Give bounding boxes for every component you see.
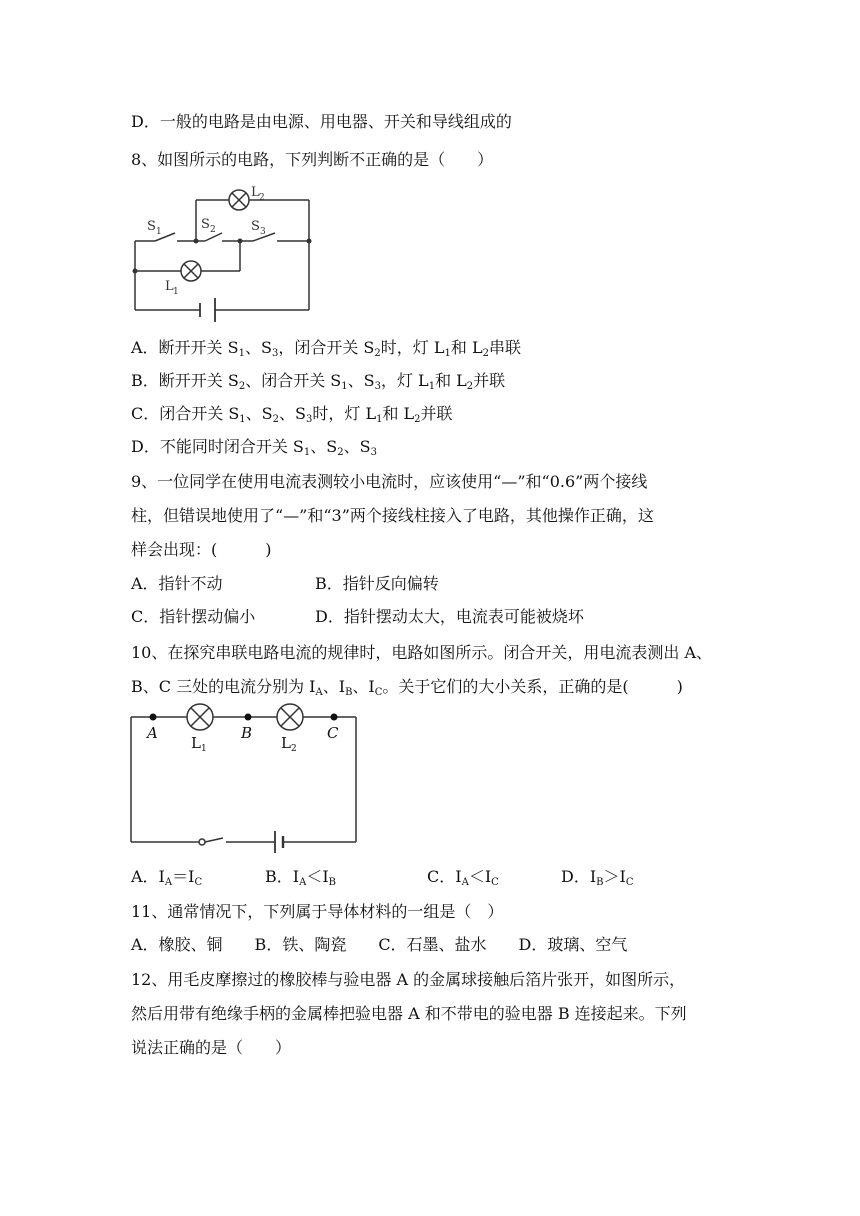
text: D．不能同时闭合开关 S: [131, 437, 304, 456]
q9-option-b: B．指针反向偏转: [315, 574, 439, 593]
q8-option-d: [131, 437, 377, 460]
q11-options: A．橡胶、铜 B．铁、陶瓷 C．石墨、盐水 D．玻璃、空气: [131, 935, 628, 954]
q10-option-c: [427, 867, 499, 890]
label-point-c: C: [327, 724, 339, 742]
text: 并联: [473, 371, 506, 390]
text: 、I: [322, 677, 346, 696]
sub: 1: [239, 414, 246, 425]
label-l2: L: [251, 185, 260, 200]
text: C．I: [427, 867, 462, 886]
sub: 1: [303, 447, 311, 458]
q10-option-b: [265, 867, 336, 890]
text: 并联: [420, 404, 453, 423]
sub: B: [596, 877, 604, 888]
label-l2-sub: 2: [259, 193, 265, 203]
text: 、S: [245, 404, 273, 423]
text: ＜I: [306, 867, 329, 886]
text: 、S: [244, 338, 272, 357]
q7-option-d: D．一般的电路是由电源、用电器、开关和导线组成的: [131, 112, 512, 131]
label-point-a: A: [147, 724, 158, 742]
sub: B: [328, 877, 337, 888]
q9-stem-line1: 9、一位同学在使用电流表测较小电流时，应该使用“—”和“0.6”两个接线: [131, 472, 648, 491]
sub: 1: [238, 348, 245, 359]
q11-stem: 11、通常情况下，下列属于导体材料的一组是（ ）: [131, 902, 504, 921]
label-lamp-l1: L: [191, 734, 201, 752]
sub: A: [299, 877, 307, 888]
label-l1-sub: 1: [173, 287, 179, 297]
sub: 2: [374, 348, 381, 359]
q8-stem: 8、如图所示的电路，下列判断不正确的是（ ）: [131, 150, 494, 169]
label-lamp-l2-sub: 2: [291, 744, 297, 754]
label-lamp-l2: L: [281, 734, 291, 752]
sub: 3: [374, 381, 381, 392]
q12-stem-line2: 然后用带有绝缘手柄的金属棒把验电器 A 和不带电的验电器 B 连接起来。下列: [131, 1004, 687, 1023]
sub: 2: [466, 381, 474, 392]
text: B．断开开关 S: [131, 371, 239, 390]
label-point-b: B: [241, 724, 253, 742]
label-s2: S: [201, 217, 210, 232]
text: 、S: [279, 404, 306, 423]
q9-option-c: C．指针摆动偏小: [131, 607, 256, 626]
label-s1: S: [147, 219, 156, 234]
sub: C: [625, 877, 634, 888]
text: ，闭合开关 S: [278, 338, 375, 357]
text: 和 L: [450, 338, 483, 357]
sub: C: [374, 687, 383, 698]
sub: 1: [428, 381, 436, 392]
q8-circuit-diagram: [125, 180, 325, 315]
text: 。关于它们的大小关系，正确的是( ): [382, 677, 683, 696]
q9-option-d: D．指针摆动太大，电流表可能被烧坏: [315, 607, 584, 626]
text: ＝I: [172, 867, 195, 886]
sub: A: [164, 877, 173, 888]
sub: 3: [271, 348, 279, 359]
text: 和 L: [382, 404, 415, 423]
q10-stem-line1: 10、在探究串联电路电流的规律时，电路如图所示。闭合开关，用电流表测出 A、: [131, 643, 713, 662]
sub: 2: [238, 381, 246, 392]
q10-circuit-diagram: [125, 700, 365, 850]
sub: C: [491, 877, 499, 888]
sub: 3: [370, 447, 377, 458]
sub: 2: [482, 348, 489, 359]
label-s2-sub: 2: [210, 225, 216, 235]
text: ＜I: [468, 867, 492, 886]
text: A．断开开关 S: [131, 338, 239, 357]
text: A．I: [131, 867, 165, 886]
sub: 1: [341, 381, 348, 392]
label-s3: S: [251, 219, 260, 234]
text: B．I: [265, 867, 300, 886]
text: 、I: [352, 677, 375, 696]
sub: 2: [414, 414, 421, 425]
q8-option-b: [131, 371, 505, 394]
sub: 2: [337, 447, 344, 458]
text: B、C 三处的电流分别为 I: [131, 677, 316, 696]
text: 和 L: [435, 371, 467, 390]
sub: 2: [272, 414, 280, 425]
text: 、S: [347, 371, 375, 390]
q10-stem-line2: [131, 677, 683, 700]
sub: C: [194, 877, 203, 888]
text: 、S: [310, 437, 338, 456]
text: D．I: [561, 867, 597, 886]
sub: 1: [376, 414, 383, 425]
q8-option-a: [131, 338, 521, 361]
text: ＞I: [603, 867, 626, 886]
q12-stem-line1: 12、用毛皮摩擦过的橡胶棒与验电器 A 的金属球接触后箔片张开，如图所示，: [131, 970, 686, 989]
text: 、闭合开关 S: [245, 371, 342, 390]
sub: B: [345, 687, 353, 698]
q10-option-d: [561, 867, 634, 890]
q10-option-a: [131, 867, 202, 890]
sub: A: [315, 687, 323, 698]
q8-option-c: [131, 404, 453, 427]
text: 串联: [488, 338, 521, 357]
label-lamp-l1-sub: 1: [201, 744, 207, 754]
text: 时，灯 L: [380, 338, 445, 357]
q9-stem-line2: 柱，但错误地使用了“—”和“3”两个接线柱接入了电路，其他操作正确，这: [131, 506, 654, 525]
q9-stem-line3: 样会出现：( ): [131, 540, 272, 559]
sub: A: [461, 877, 469, 888]
text: 时，灯 L: [312, 404, 377, 423]
label-s3-sub: 3: [260, 227, 266, 237]
sub: 3: [305, 414, 313, 425]
text: C．闭合开关 S: [131, 404, 240, 423]
text: 、S: [343, 437, 371, 456]
sub: 1: [444, 348, 451, 359]
label-s1-sub: 1: [156, 227, 162, 237]
q12-stem-line3: 说法正确的是（ ）: [131, 1038, 292, 1057]
text: ，灯 L: [380, 371, 429, 390]
label-l1: L: [165, 279, 174, 294]
q9-option-a: A．指针不动: [131, 574, 223, 593]
